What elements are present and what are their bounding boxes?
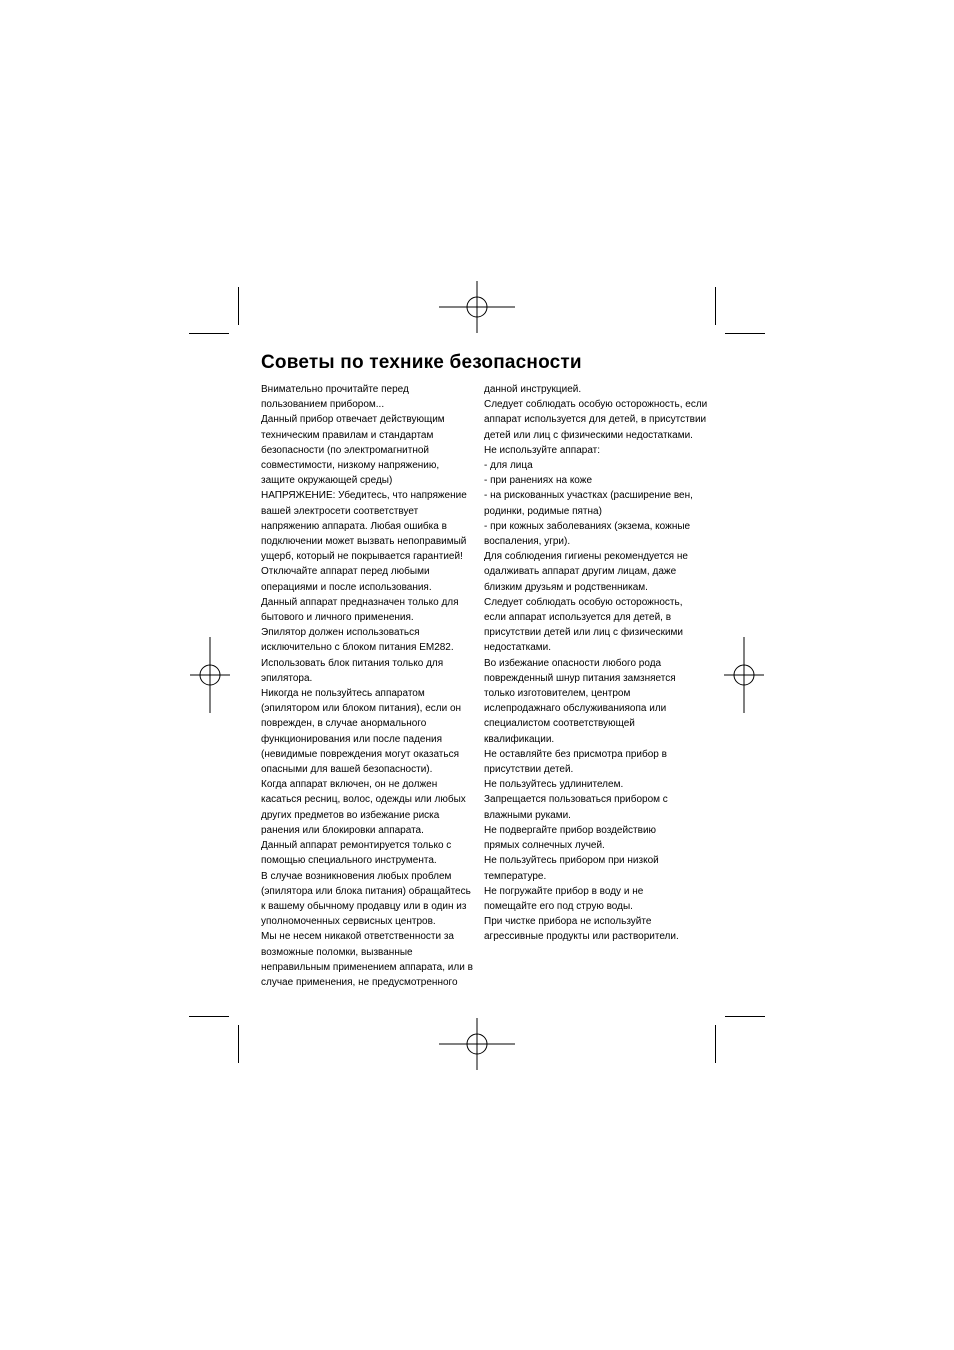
text-line: к вашему обычному продавцу или в один из (261, 900, 467, 912)
text-line: данной инструкцией. (484, 384, 582, 395)
text-line: касаться ресниц, волос, одежды или любых (261, 794, 466, 806)
text-line: детей или лиц с физическими недостатками. (484, 429, 693, 441)
right-text-column (484, 382, 706, 945)
text-line: Мы не несем никакой ответственности за (261, 931, 454, 943)
text-line: Запрещается пользоваться прибором с (484, 794, 668, 806)
crop-mark-top-left-horizontal (189, 333, 229, 334)
text-line: помещайте его под струю воды. (484, 900, 633, 912)
text-line: Во избежание опасности любого рода (484, 657, 662, 669)
page-title: Советы по технике безопасности (261, 352, 582, 373)
text-line: В случае возникновения любых проблем (261, 870, 452, 882)
text-line: других предметов во избежание риска (261, 809, 440, 821)
text-line: Отключайте аппарат перед любыми (261, 566, 430, 578)
text-line: эпилятора. (261, 672, 313, 684)
text-line: опасными для вашей безопасности). (261, 764, 433, 776)
text-line: Не пользуйтесь прибором при низкой (484, 855, 659, 867)
text-line: специалистом соответствующей (484, 718, 635, 730)
text-line: присутствии детей. (484, 764, 574, 776)
text-line: неправильным применением аппарата, или в (261, 961, 473, 973)
text-line: аппарат используется для детей, в присутствии (484, 414, 707, 426)
text-line: ранения или блокировки аппарата. (261, 824, 424, 836)
text-line: присутствии детей или лиц с физическими (484, 627, 683, 639)
text-line: Данный аппарат предназначен только для (261, 596, 459, 608)
registration-mark-bottom-icon (439, 1006, 515, 1082)
left-text-column (261, 382, 476, 990)
text-line: прямых солнечных лучей. (484, 840, 605, 852)
text-line: поврежден, в случае анормального (261, 718, 427, 730)
text-line: При чистке прибора не используйте (484, 916, 652, 928)
registration-mark-top-icon (439, 269, 515, 345)
text-line: - на рискованных участках (расширение вен, (484, 490, 693, 502)
text-line: Использовать блок питания только для (261, 657, 444, 669)
text-line: вашей электросети соответствует (261, 505, 419, 517)
text-line: уполномоченных сервисных центров. (261, 916, 436, 928)
text-line: воспаления, угри). (484, 536, 571, 548)
crop-mark-top-right-horizontal (725, 333, 765, 334)
text-line: если аппарат используется для детей, в (484, 612, 672, 624)
text-line: бытового и личного применения. (261, 612, 414, 624)
text-line: ислепродажнаго обслуживанияопа или (484, 703, 667, 715)
text-line: - при ранениях на коже (484, 475, 593, 487)
text-line: (эпилятора или блока питания) обращайтесь (261, 885, 471, 897)
text-line: Данный аппарат ремонтируется только с (261, 840, 452, 852)
registration-mark-right-icon (706, 637, 782, 713)
text-line: одалживать аппарат другим лицам, даже (484, 566, 677, 578)
text-line: операциями и после использования. (261, 581, 432, 593)
crop-mark-top-left-vertical (238, 287, 239, 325)
registration-mark-left-icon (172, 637, 248, 713)
text-line: возможные поломки, вызванные (261, 946, 413, 958)
text-line: Данный прибор отвечает действующим (261, 414, 445, 426)
text-line: Не используйте аппарат: (484, 444, 601, 456)
text-line: защите окружающей среды) (261, 475, 393, 487)
text-line: напряжению аппарата. Любая ошибка в (261, 520, 447, 532)
text-line: Для соблюдения гигиены рекомендуется не (484, 551, 688, 563)
text-line: безопасности (по электромагнитной (261, 444, 429, 456)
text-line: ущерб, который не покрывается гарантией! (261, 551, 463, 563)
text-line: случае применения, не предусмотренного (261, 976, 458, 988)
text-line: влажными руками. (484, 809, 571, 821)
text-line: поврежденный шнур питания замзняется (484, 672, 676, 684)
text-line: Не пользуйтесь удлинителем. (484, 779, 624, 791)
text-line: НАПРЯЖЕНИЕ: Убедитесь, что напряжение (261, 490, 467, 502)
text-line: (невидимые повреждения могут оказаться (261, 748, 460, 760)
text-line: недостатками. (484, 642, 552, 654)
text-line: (эпилятором или блоком питания), если он (261, 703, 462, 715)
text-line: Не оставляйте без присмотра прибор в (484, 748, 667, 760)
text-line: функционирования или после падения (261, 733, 443, 745)
text-line: - при кожных заболеваниях (экзема, кожные (484, 520, 691, 532)
text-line: Эпилятор должен использоваться (261, 627, 420, 639)
text-line: пользованием прибором... (261, 399, 385, 411)
text-line: совместимости, низкому напряжению, (261, 460, 440, 472)
text-line: Когда аппарат включен, он не должен (261, 779, 438, 791)
text-line: температуре. (484, 870, 547, 882)
text-line: агрессивные продукты или растворители. (484, 931, 679, 943)
text-line: Следует соблюдать особую осторожность, (484, 596, 683, 608)
text-line: Никогда не пользуйтесь аппаратом (261, 688, 425, 700)
text-line: - для лица (484, 460, 533, 472)
text-line: Следует соблюдать особую осторожность, если (484, 399, 708, 411)
text-line: квалификации. (484, 733, 555, 745)
crop-mark-bottom-left-horizontal (189, 1016, 229, 1017)
text-line: только изготовителем, центром (484, 688, 631, 700)
crop-mark-bottom-right-vertical (715, 1025, 716, 1063)
text-line: Не погружайте прибор в воду и не (484, 885, 644, 897)
text-line: подключении может вызвать непоправимый (261, 536, 467, 548)
text-line: Внимательно прочитайте перед (261, 384, 409, 395)
crop-mark-top-right-vertical (715, 287, 716, 325)
text-line: помощью специального инструмента. (261, 855, 437, 867)
text-line: Не подвергайте прибор воздействию (484, 824, 657, 836)
crop-mark-bottom-right-horizontal (725, 1016, 765, 1017)
text-line: исключительно с блоком питания EM282. (261, 642, 454, 654)
text-line: техническим правилам и стандартам (261, 429, 434, 441)
crop-mark-bottom-left-vertical (238, 1025, 239, 1063)
text-line: близким друзьям и родственникам. (484, 581, 648, 593)
text-line: родинки, родимые пятна) (484, 505, 602, 517)
